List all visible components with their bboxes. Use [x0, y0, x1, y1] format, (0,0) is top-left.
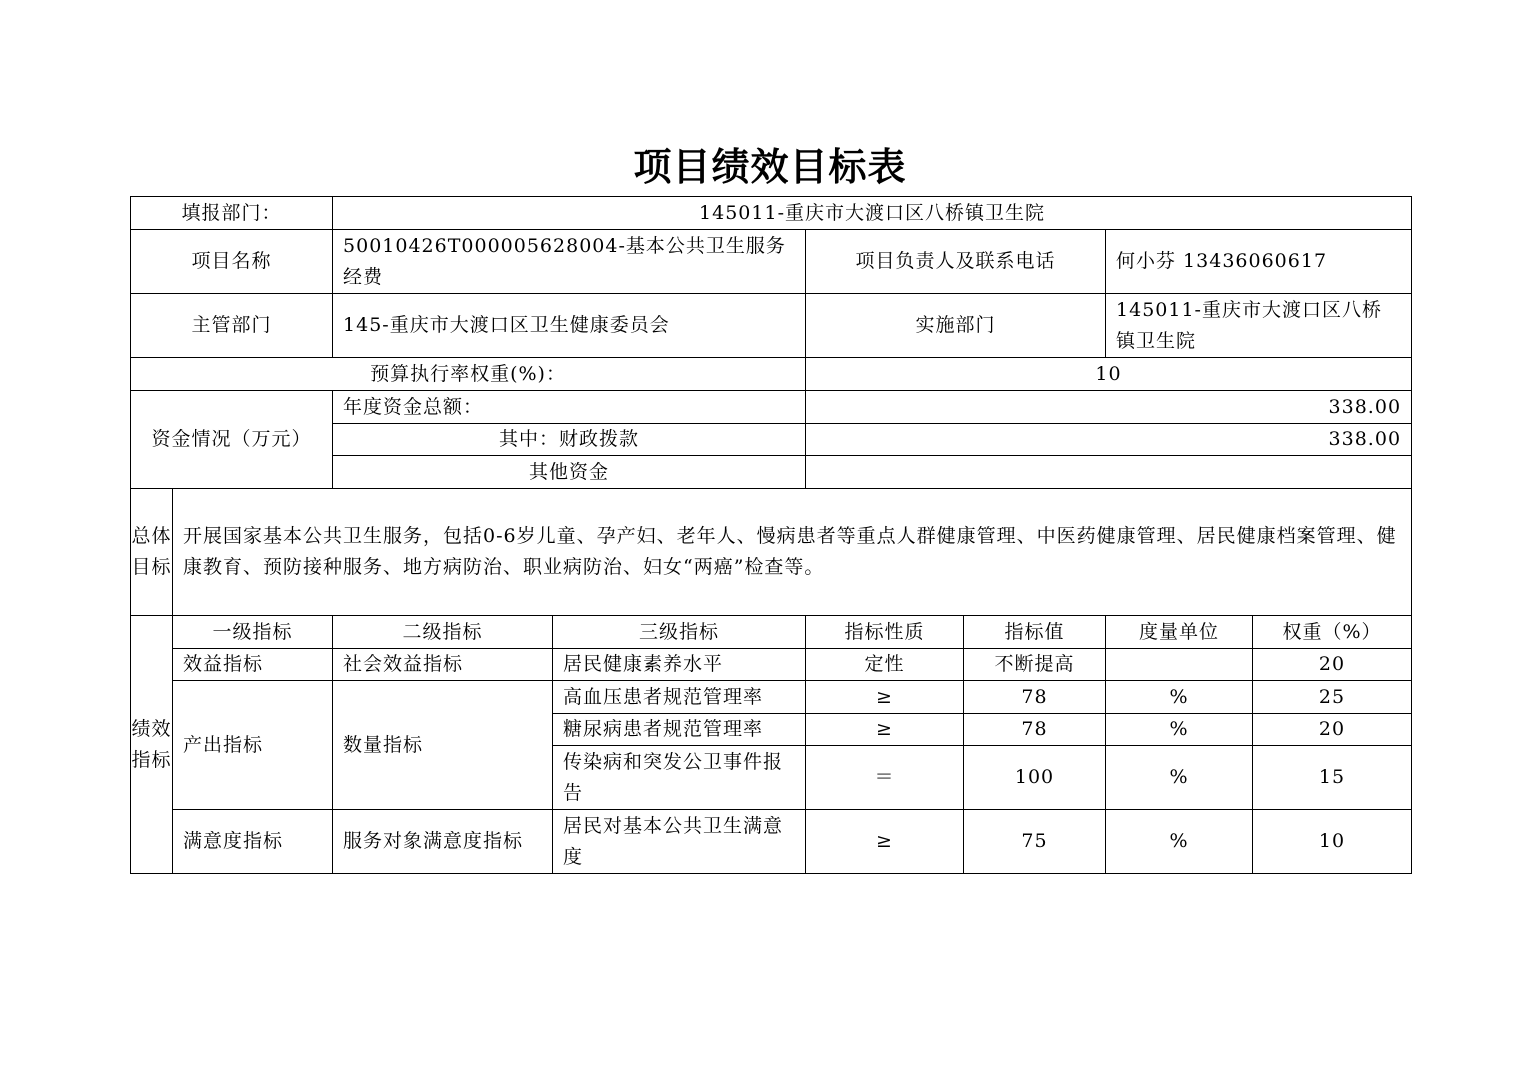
level2-service-satisfaction: 服务对象满意度指标 — [333, 810, 553, 874]
weight-cell: 20 — [1253, 649, 1412, 681]
funds-other-value — [806, 456, 1412, 489]
header-unit: 度量单位 — [1106, 616, 1253, 649]
level3-cell: 传染病和突发公卫事件报告 — [553, 746, 806, 810]
weight-cell: 10 — [1253, 810, 1412, 874]
performance-target-table — [130, 196, 1412, 874]
header-level3: 三级指标 — [553, 616, 806, 649]
unit-cell: % — [1106, 714, 1253, 746]
value-cell: 100 — [964, 746, 1106, 810]
supervisor-label: 主管部门 — [131, 294, 333, 358]
funds-total-label: 年度资金总额： — [333, 391, 806, 424]
nature-cell: ＝ — [806, 746, 964, 810]
value-cell: 78 — [964, 681, 1106, 714]
project-name-label: 项目名称 — [131, 230, 333, 294]
header-weight: 权重（%） — [1253, 616, 1412, 649]
impl-value: 145011-重庆市大渡口区八桥镇卫生院 — [1106, 294, 1412, 358]
page-title: 项目绩效目标表 — [633, 144, 907, 189]
header-nature: 指标性质 — [806, 616, 964, 649]
supervisor-value: 145-重庆市大渡口区卫生健康委员会 — [333, 294, 806, 358]
funds-fiscal-label: 其中：财政拨款 — [333, 424, 806, 456]
funds-label: 资金情况（万元） — [131, 391, 333, 489]
header-value: 指标值 — [964, 616, 1106, 649]
level2-quantity: 数量指标 — [333, 681, 553, 810]
contact-label: 项目负责人及联系电话 — [806, 230, 1106, 294]
value-cell: 78 — [964, 714, 1106, 746]
nature-cell: ≥ — [806, 681, 964, 714]
unit-cell — [1106, 649, 1253, 681]
weight-cell: 25 — [1253, 681, 1412, 714]
level2-social: 社会效益指标 — [333, 649, 553, 681]
budget-rate-label: 预算执行率权重(%)： — [131, 358, 806, 391]
funds-other-label: 其他资金 — [333, 456, 806, 489]
level1-satisfaction: 满意度指标 — [173, 810, 333, 874]
weight-cell: 15 — [1253, 746, 1412, 810]
impl-label: 实施部门 — [806, 294, 1106, 358]
value-cell: 75 — [964, 810, 1106, 874]
funds-total-value: 338.00 — [806, 391, 1412, 424]
funds-fiscal-value: 338.00 — [806, 424, 1412, 456]
unit-cell: % — [1106, 810, 1253, 874]
header-level1: 一级指标 — [173, 616, 333, 649]
level3-cell: 糖尿病患者规范管理率 — [553, 714, 806, 746]
project-name-value: 50010426T000005628004-基本公共卫生服务经费 — [333, 230, 806, 294]
fill-dept-value: 145011-重庆市大渡口区八桥镇卫生院 — [333, 197, 1412, 230]
nature-cell: ≥ — [806, 714, 964, 746]
level3-cell: 居民健康素养水平 — [553, 649, 806, 681]
value-cell: 不断提高 — [964, 649, 1106, 681]
nature-cell: 定性 — [806, 649, 964, 681]
header-level2: 二级指标 — [333, 616, 553, 649]
level3-cell: 高血压患者规范管理率 — [553, 681, 806, 714]
budget-rate-value: 10 — [806, 358, 1412, 391]
level3-cell: 居民对基本公共卫生满意度 — [553, 810, 806, 874]
level1-benefit: 效益指标 — [173, 649, 333, 681]
goal-label: 总体目标 — [131, 489, 173, 616]
unit-cell: % — [1106, 746, 1253, 810]
indicators-label: 绩效指标 — [131, 616, 173, 874]
unit-cell: % — [1106, 681, 1253, 714]
weight-cell: 20 — [1253, 714, 1412, 746]
goal-text: 开展国家基本公共卫生服务，包括0-6岁儿童、孕产妇、老年人、慢病患者等重点人群健康管理、中医药健康管理、居民健康档案管理、健康教育、预防接种服务、地方病防治、职业病防治、妇女“两癌”检查等。 — [173, 489, 1412, 616]
nature-cell: ≥ — [806, 810, 964, 874]
fill-dept-label: 填报部门： — [131, 197, 333, 230]
contact-value: 何小芬 13436060617 — [1106, 230, 1412, 294]
level1-output: 产出指标 — [173, 681, 333, 810]
